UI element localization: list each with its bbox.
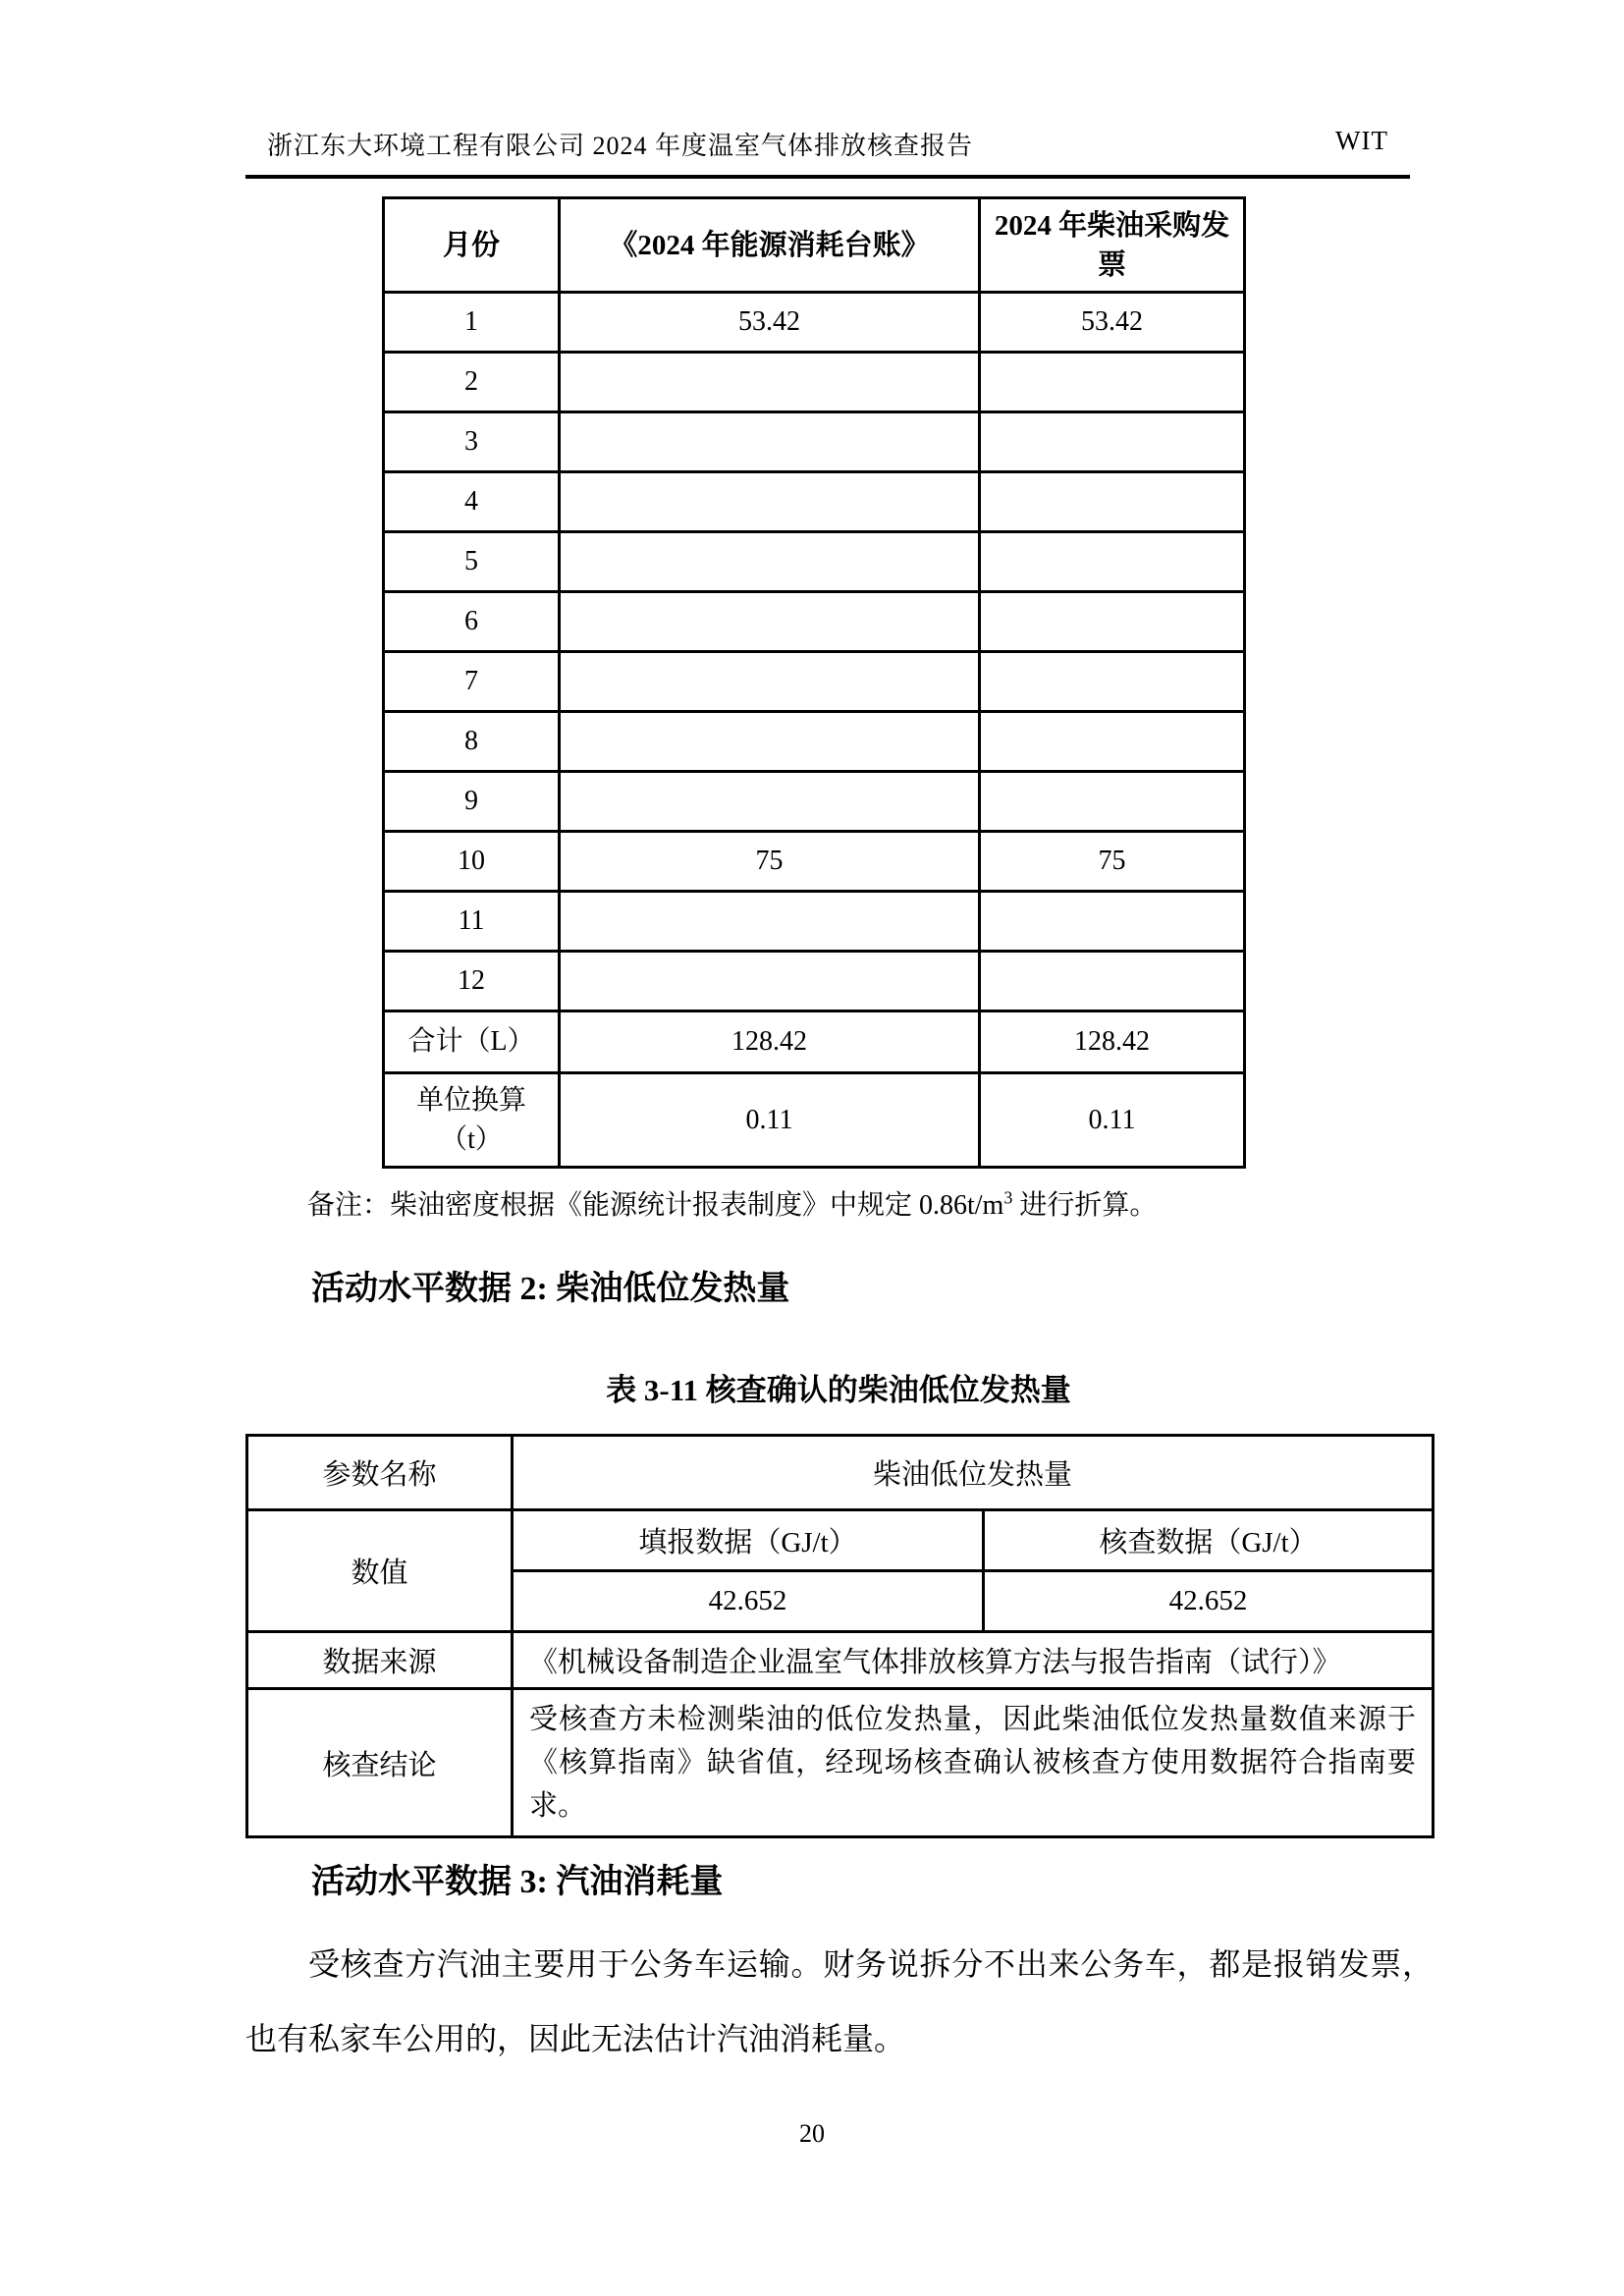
conclusion-label: 核查结论 [247, 1689, 513, 1837]
month-cell: 7 [384, 652, 560, 712]
ledger-cell [560, 892, 980, 952]
invoice-cell [980, 532, 1245, 592]
table-row [384, 652, 1245, 712]
invoice-cell [980, 712, 1245, 772]
month-cell: 4 [384, 472, 560, 532]
invoice-cell [980, 652, 1245, 712]
table-row [384, 772, 1245, 832]
table-row [384, 592, 1245, 652]
table-row [384, 712, 1245, 772]
gasoline-paragraph: 受核查方汽油主要用于公务车运输。财务说拆分不出来公务车，都是报销发票，也有私家车公用的，因此无法估计汽油消耗量。 [245, 1946, 1434, 2056]
invoice-cell [980, 592, 1245, 652]
total-invoice: 128.42 [980, 1011, 1245, 1073]
footnote-suffix: 进行折算。 [1012, 1190, 1158, 1221]
table-row [384, 952, 1245, 1011]
reported-header: 填报数据（GJ/t） [513, 1510, 984, 1571]
header-report-title: 浙江东大环境工程有限公司 2024 年度温室气体排放核查报告 [267, 132, 974, 160]
header-rule [245, 175, 1410, 179]
month-cell: 1 [384, 293, 560, 353]
conclusion-row [247, 1689, 1434, 1837]
unit-label [384, 1073, 560, 1168]
unit-conversion-row [384, 1073, 1245, 1168]
ledger-cell [560, 412, 980, 472]
section-heading-activity-data-3: 活动水平数据 3: 汽油消耗量 [311, 1864, 724, 1900]
invoice-cell [980, 772, 1245, 832]
source-value: 《机械设备制造企业温室气体排放核算方法与报告指南（试行）》 [513, 1632, 1434, 1689]
invoice-cell [980, 472, 1245, 532]
month-cell: 10 [384, 832, 560, 892]
invoice-cell [980, 412, 1245, 472]
source-label: 数据来源 [247, 1632, 513, 1689]
total-label: 合计（L） [384, 1011, 560, 1073]
month-cell: 12 [384, 952, 560, 1011]
ledger-cell [560, 353, 980, 412]
footnote-text: 备注：柴油密度根据《能源统计报表制度》中规定 0.86t/m [307, 1190, 1004, 1221]
total-row [384, 1011, 1245, 1073]
ledger-cell: 75 [560, 832, 980, 892]
table-row [384, 472, 1245, 532]
data-source-row [247, 1632, 1434, 1689]
table-row [384, 412, 1245, 472]
table-row [384, 293, 1245, 353]
ledger-cell [560, 952, 980, 1011]
ledger-cell [560, 472, 980, 532]
month-cell: 6 [384, 592, 560, 652]
param-label: 参数名称 [247, 1436, 513, 1510]
header-org-mark: WIT [1335, 126, 1388, 155]
col-header-month: 月份 [384, 198, 560, 293]
invoice-cell: 53.42 [980, 293, 1245, 353]
month-cell: 8 [384, 712, 560, 772]
month-cell: 5 [384, 532, 560, 592]
conclusion-value: 受核查方未检测柴油的低位发热量，因此柴油低位发热量数值来源于《核算指南》缺省值，经现场核查确认被核查方使用数据符合指南要求。 [513, 1689, 1434, 1837]
page-number: 20 [799, 2119, 825, 2148]
invoice-cell: 75 [980, 832, 1245, 892]
col-header-ledger: 《2024 年能源消耗台账》 [560, 198, 980, 293]
table-row [384, 832, 1245, 892]
footnote-superscript: 3 [1003, 1187, 1013, 1208]
table-3-11-caption: 表 3-11 核查确认的柴油低位发热量 [606, 1373, 1071, 1407]
invoice-cell [980, 892, 1245, 952]
month-cell: 9 [384, 772, 560, 832]
verified-value: 42.652 [984, 1571, 1434, 1632]
heating-value-table [245, 1434, 1435, 1838]
unit-invoice: 0.11 [980, 1073, 1245, 1168]
table-header-row [384, 198, 1245, 293]
month-cell: 2 [384, 353, 560, 412]
diesel-consumption-table [382, 196, 1246, 1169]
table-row [384, 353, 1245, 412]
ledger-cell [560, 652, 980, 712]
col-header-invoice: 2024 年柴油采购发票 [980, 198, 1245, 293]
unit-label-line1: 单位换算 [415, 1084, 526, 1116]
table-row [384, 532, 1245, 592]
ledger-cell [560, 532, 980, 592]
ledger-cell: 53.42 [560, 293, 980, 353]
table-footnote [307, 1183, 1157, 1223]
total-ledger: 128.42 [560, 1011, 980, 1073]
value-header-row [247, 1510, 1434, 1571]
month-cell: 11 [384, 892, 560, 952]
param-name-row [247, 1436, 1434, 1510]
verified-header: 核查数据（GJ/t） [984, 1510, 1434, 1571]
table-row [384, 892, 1245, 952]
ledger-cell [560, 772, 980, 832]
ledger-cell [560, 712, 980, 772]
reported-value: 42.652 [513, 1571, 984, 1632]
ledger-cell [560, 592, 980, 652]
param-value: 柴油低位发热量 [513, 1436, 1434, 1510]
invoice-cell [980, 952, 1245, 1011]
invoice-cell [980, 353, 1245, 412]
section-heading-activity-data-2: 活动水平数据 2: 柴油低位发热量 [311, 1271, 790, 1307]
unit-label-line2: （t） [440, 1123, 503, 1155]
value-label: 数值 [247, 1510, 513, 1632]
unit-ledger: 0.11 [560, 1073, 980, 1168]
month-cell: 3 [384, 412, 560, 472]
